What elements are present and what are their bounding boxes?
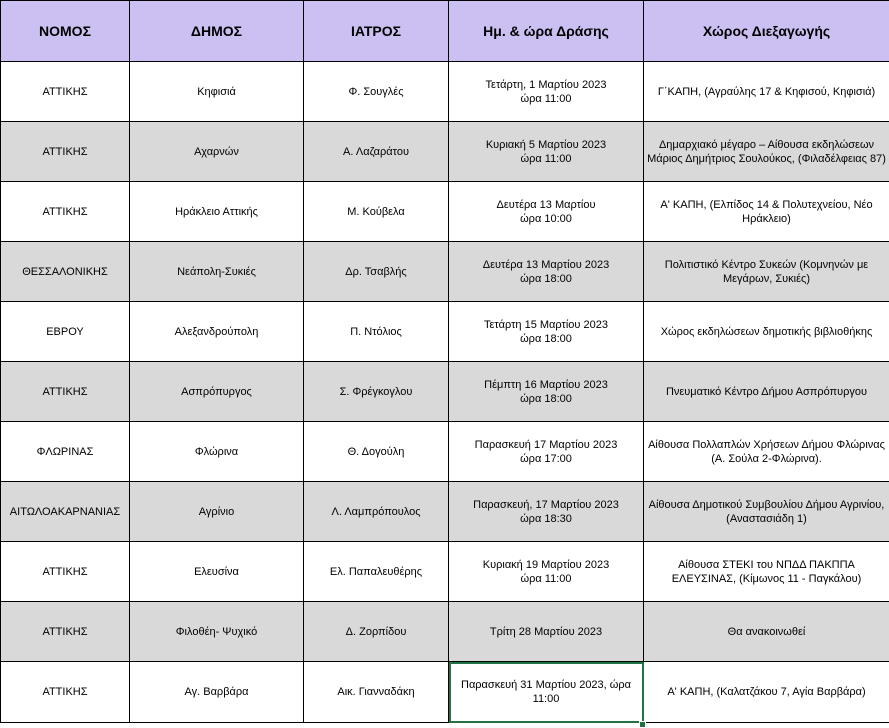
cell-datetime[interactable]: Κυριακή 19 Μαρτίου 2023 ώρα 11:00 (449, 542, 644, 602)
cell-nomos[interactable]: ΑΤΤΙΚΗΣ (1, 542, 130, 602)
cell-dimos[interactable]: Νεάπολη-Συκιές (130, 242, 304, 302)
cell-nomos[interactable]: ΑΤΤΙΚΗΣ (1, 182, 130, 242)
cell-venue[interactable]: Δημαρχιακό μέγαρο – Αίθουσα εκδηλώσεων Μάριος Δημήτριος Σουλούκος, (Φιλαδέλφειας 87) (644, 122, 889, 182)
cell-iatros[interactable]: Μ. Κούβελα (304, 182, 449, 242)
cell-nomos[interactable]: ΑΤΤΙΚΗΣ (1, 362, 130, 422)
cell-iatros[interactable]: Σ. Φρέγκογλου (304, 362, 449, 422)
table-row (1, 182, 889, 242)
cell-dimos[interactable]: Αχαρνών (130, 122, 304, 182)
cell-nomos[interactable]: ΑΤΤΙΚΗΣ (1, 122, 130, 182)
header-cell-nomos[interactable]: ΝΟΜΟΣ (1, 1, 130, 62)
cell-nomos[interactable]: ΑΤΤΙΚΗΣ (1, 602, 130, 662)
table-row (1, 602, 889, 662)
cell-iatros[interactable]: Δ. Ζορπίδου (304, 602, 449, 662)
table-row (1, 542, 889, 602)
table-row (1, 122, 889, 182)
cell-dimos[interactable]: Αγρίνιο (130, 482, 304, 542)
cell-iatros[interactable]: Δρ. Τσαβλής (304, 242, 449, 302)
cell-nomos[interactable]: ΕΒΡΟΥ (1, 302, 130, 362)
header-row (1, 1, 889, 62)
cell-iatros[interactable]: Λ. Λαμπρόπουλος (304, 482, 449, 542)
cell-dimos[interactable]: Ασπρόπυργος (130, 362, 304, 422)
cell-iatros[interactable]: Φ. Σουγλές (304, 62, 449, 122)
cell-datetime[interactable]: Παρασκευή 31 Μαρτίου 2023, ώρα 11:00 (449, 662, 644, 723)
cell-dimos[interactable]: Ηράκλειο Αττικής (130, 182, 304, 242)
cell-venue[interactable]: Πολιτιστικό Κέντρο Συκεών (Κομνηνών με Μεγάρων, Συκιές) (644, 242, 889, 302)
cell-venue[interactable]: Θα ανακοινωθεί (644, 602, 889, 662)
cell-iatros[interactable]: Αικ. Γιανναδάκη (304, 662, 449, 723)
cell-iatros[interactable]: Θ. Δογούλη (304, 422, 449, 482)
table-row (1, 302, 889, 362)
cell-venue[interactable]: Α' ΚΑΠΗ, (Ελπίδος 14 & Πολυτεχνείου, Νέο Ηράκλειο) (644, 182, 889, 242)
header-cell-iatros[interactable]: ΙΑΤΡΟΣ (304, 1, 449, 62)
cell-dimos[interactable]: Ελευσίνα (130, 542, 304, 602)
cell-datetime[interactable]: Κυριακή 5 Μαρτίου 2023 ώρα 11:00 (449, 122, 644, 182)
cell-nomos[interactable]: ΘΕΣΣΑΛΟΝΙΚΗΣ (1, 242, 130, 302)
cell-datetime[interactable]: Δευτέρα 13 Μαρτίου ώρα 10:00 (449, 182, 644, 242)
cell-iatros[interactable]: Α. Λαζαράτου (304, 122, 449, 182)
cell-datetime[interactable]: Τρίτη 28 Μαρτίου 2023 (449, 602, 644, 662)
table-row (1, 362, 889, 422)
cell-datetime[interactable]: Παρασκευή, 17 Μαρτίου 2023 ώρα 18:30 (449, 482, 644, 542)
table-row (1, 242, 889, 302)
cell-dimos[interactable]: Αλεξανδρούπολη (130, 302, 304, 362)
table-row (1, 62, 889, 122)
cell-venue[interactable]: Γ΄ΚΑΠΗ, (Αγραύλης 17 & Κηφισού, Κηφισιά) (644, 62, 889, 122)
cell-nomos[interactable]: ΑΤΤΙΚΗΣ (1, 662, 130, 723)
table-row (1, 422, 889, 482)
cell-iatros[interactable]: Ελ. Παπαλευθέρης (304, 542, 449, 602)
header-cell-venue[interactable]: Χώρος Διεξαγωγής (644, 1, 889, 62)
cell-datetime[interactable]: Πέμπτη 16 Μαρτίου 2023 ώρα 18:00 (449, 362, 644, 422)
cell-venue[interactable]: Χώρος εκδηλώσεων δημοτικής βιβλιοθήκης (644, 302, 889, 362)
cell-venue[interactable]: Αίθουσα Πολλαπλών Χρήσεων Δήμου Φλώρινας (Α. Σούλα 2-Φλώρινα). (644, 422, 889, 482)
cell-dimos[interactable]: Αγ. Βαρβάρα (130, 662, 304, 723)
cell-datetime[interactable]: Δευτέρα 13 Μαρτίου 2023 ώρα 18:00 (449, 242, 644, 302)
table-row (1, 482, 889, 542)
cell-datetime[interactable]: Τετάρτη 15 Μαρτίου 2023 ώρα 18:00 (449, 302, 644, 362)
cell-venue[interactable]: Πνευματικό Κέντρο Δήμου Ασπρόπυργου (644, 362, 889, 422)
cell-venue[interactable]: Αίθουσα Δημοτικού Συμβουλίου Δήμου Αγρινίου, (Αναστασιάδη 1) (644, 482, 889, 542)
cell-nomos[interactable]: ΑΤΤΙΚΗΣ (1, 62, 130, 122)
header-cell-dimos[interactable]: ΔΗΜΟΣ (130, 1, 304, 62)
cell-iatros[interactable]: Π. Ντόλιος (304, 302, 449, 362)
header-cell-datetime[interactable]: Ημ. & ώρα Δράσης (449, 1, 644, 62)
cell-nomos[interactable]: ΦΛΩΡΙΝΑΣ (1, 422, 130, 482)
cell-datetime[interactable]: Τετάρτη, 1 Μαρτίου 2023 ώρα 11:00 (449, 62, 644, 122)
table-row (1, 662, 889, 723)
cell-nomos[interactable]: ΑΙΤΩΛΟΑΚΑΡΝΑΝΙΑΣ (1, 482, 130, 542)
cell-datetime[interactable]: Παρασκευή 17 Μαρτίου 2023 ώρα 17:00 (449, 422, 644, 482)
cell-venue[interactable]: Αίθουσα ΣΤΕΚΙ του ΝΠΔΔ ΠΑΚΠΠΑ ΕΛΕΥΣΙΝΑΣ, (Κίμωνος 11 - Παγκάλου) (644, 542, 889, 602)
cell-dimos[interactable]: Φιλοθέη- Ψυχικό (130, 602, 304, 662)
cell-dimos[interactable]: Φλώρινα (130, 422, 304, 482)
selection-fill-handle[interactable] (639, 721, 646, 728)
cell-dimos[interactable]: Κηφισιά (130, 62, 304, 122)
cell-venue[interactable]: Α' ΚΑΠΗ, (Καλατζάκου 7, Αγία Βαρβάρα) (644, 662, 889, 723)
